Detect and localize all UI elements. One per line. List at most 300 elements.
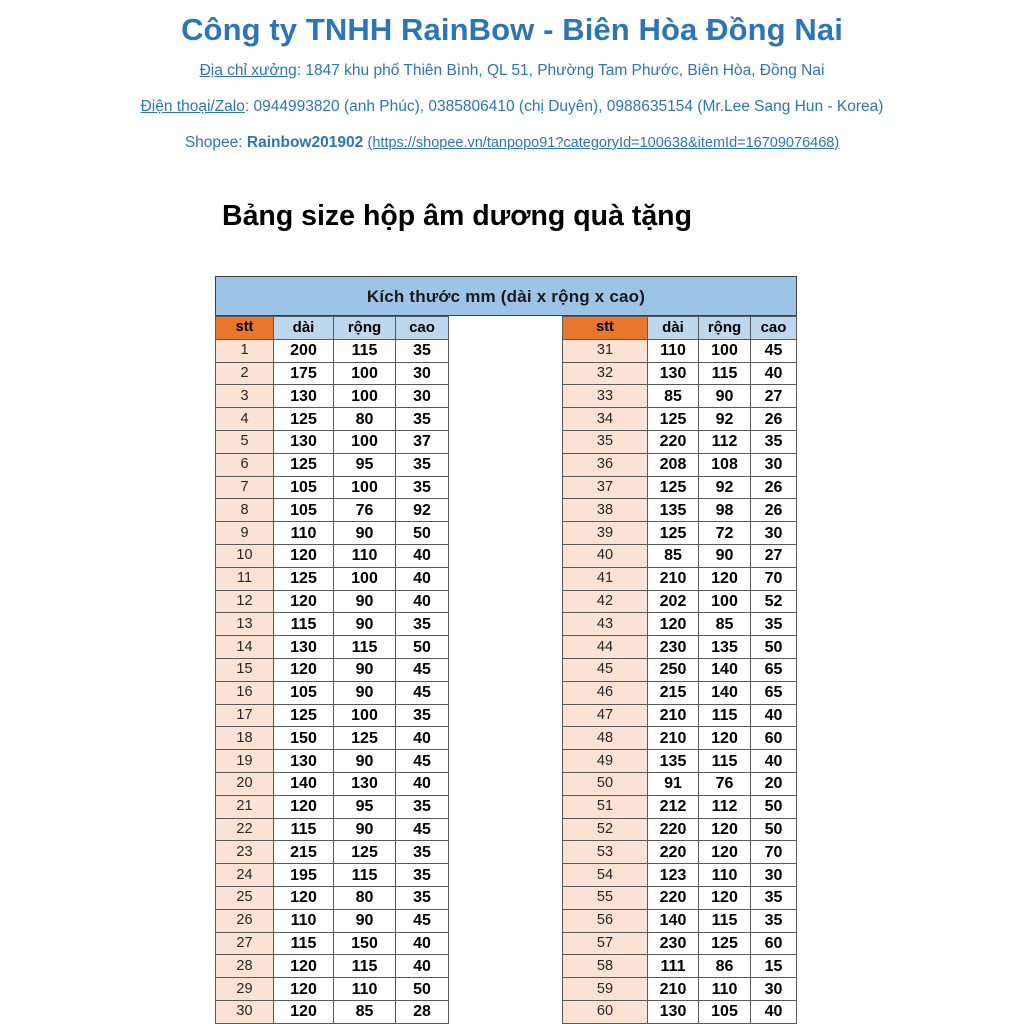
table-row — [216, 658, 449, 681]
cell-stt: 41 — [563, 567, 648, 590]
size-table-left — [215, 316, 449, 1024]
cell-stt: 10 — [216, 544, 274, 567]
cell-rong: 105 — [699, 1000, 751, 1023]
cell-stt: 3 — [216, 385, 274, 408]
table-row — [563, 886, 797, 909]
cell-rong: 135 — [699, 636, 751, 659]
size-table-right-body — [563, 339, 797, 1023]
cell-rong: 95 — [334, 453, 396, 476]
cell-stt: 28 — [216, 955, 274, 978]
table-row — [563, 408, 797, 431]
table-row — [563, 1000, 797, 1023]
cell-dai: 210 — [648, 727, 699, 750]
cell-stt: 53 — [563, 841, 648, 864]
cell-cao: 35 — [396, 613, 449, 636]
phone-value: : 0944993820 (anh Phúc), 0385806410 (chị Duyên), 0988635154 (Mr.Lee Sang Hun - Korea) — [244, 98, 884, 115]
cell-dai: 110 — [648, 339, 699, 362]
cell-stt: 35 — [563, 430, 648, 453]
cell-rong: 95 — [334, 795, 396, 818]
column-header-stt: stt — [563, 317, 648, 340]
cell-cao: 40 — [396, 544, 449, 567]
cell-cao: 40 — [396, 932, 449, 955]
cell-rong: 90 — [334, 909, 396, 932]
cell-rong: 140 — [699, 681, 751, 704]
table-row — [563, 567, 797, 590]
cell-rong: 85 — [699, 613, 751, 636]
size-table-area — [215, 276, 797, 1024]
cell-stt: 42 — [563, 590, 648, 613]
cell-rong: 90 — [699, 385, 751, 408]
cell-dai: 125 — [274, 704, 334, 727]
cell-cao: 50 — [751, 636, 797, 659]
cell-rong: 150 — [334, 932, 396, 955]
table-row — [563, 727, 797, 750]
cell-cao: 35 — [396, 704, 449, 727]
table-row — [563, 476, 797, 499]
table-row — [216, 339, 449, 362]
cell-cao: 40 — [751, 750, 797, 773]
cell-dai: 110 — [274, 522, 334, 545]
cell-stt: 8 — [216, 499, 274, 522]
cell-rong: 112 — [699, 795, 751, 818]
table-row — [563, 430, 797, 453]
cell-stt: 20 — [216, 772, 274, 795]
cell-rong: 100 — [334, 476, 396, 499]
cell-cao: 30 — [396, 385, 449, 408]
cell-cao: 45 — [396, 818, 449, 841]
cell-dai: 105 — [274, 681, 334, 704]
cell-dai: 215 — [274, 841, 334, 864]
cell-dai: 135 — [648, 499, 699, 522]
company-title: Công ty TNHH RainBow - Biên Hòa Đồng Nai — [181, 12, 843, 47]
column-header-dai: dài — [274, 317, 334, 340]
cell-dai: 111 — [648, 955, 699, 978]
cell-stt: 33 — [563, 385, 648, 408]
cell-dai: 202 — [648, 590, 699, 613]
cell-cao: 52 — [751, 590, 797, 613]
table-row — [216, 750, 449, 773]
page-header — [0, 0, 1024, 156]
table-row — [216, 772, 449, 795]
cell-dai: 120 — [274, 658, 334, 681]
cell-dai: 130 — [274, 636, 334, 659]
table-row — [563, 909, 797, 932]
cell-stt: 2 — [216, 362, 274, 385]
column-header-dai: dài — [648, 317, 699, 340]
cell-cao: 65 — [751, 681, 797, 704]
cell-stt: 7 — [216, 476, 274, 499]
cell-dai: 120 — [274, 1000, 334, 1023]
cell-cao: 45 — [751, 339, 797, 362]
cell-dai: 208 — [648, 453, 699, 476]
cell-cao: 30 — [751, 522, 797, 545]
table-row — [563, 636, 797, 659]
cell-stt: 19 — [216, 750, 274, 773]
table-row — [216, 681, 449, 704]
table-row — [216, 886, 449, 909]
cell-stt: 38 — [563, 499, 648, 522]
table-row — [216, 522, 449, 545]
cell-rong: 110 — [334, 544, 396, 567]
table-row — [563, 544, 797, 567]
cell-cao: 50 — [396, 522, 449, 545]
cell-cao: 30 — [751, 864, 797, 887]
cell-rong: 120 — [699, 818, 751, 841]
cell-rong: 115 — [699, 704, 751, 727]
table-row — [216, 818, 449, 841]
cell-rong: 120 — [699, 841, 751, 864]
cell-rong: 125 — [334, 841, 396, 864]
cell-rong: 100 — [334, 362, 396, 385]
table-row — [563, 522, 797, 545]
cell-cao: 40 — [751, 1000, 797, 1023]
cell-cao: 26 — [751, 499, 797, 522]
cell-stt: 54 — [563, 864, 648, 887]
table-row — [563, 864, 797, 887]
cell-rong: 90 — [334, 750, 396, 773]
cell-rong: 115 — [334, 864, 396, 887]
cell-rong: 120 — [699, 567, 751, 590]
cell-cao: 35 — [751, 613, 797, 636]
cell-cao: 35 — [751, 430, 797, 453]
table-row — [216, 978, 449, 1001]
cell-stt: 14 — [216, 636, 274, 659]
cell-dai: 115 — [274, 932, 334, 955]
table-row — [563, 339, 797, 362]
table-row — [216, 1000, 449, 1023]
table-row — [216, 362, 449, 385]
cell-stt: 21 — [216, 795, 274, 818]
cell-rong: 125 — [699, 932, 751, 955]
cell-rong: 110 — [334, 978, 396, 1001]
cell-cao: 45 — [396, 909, 449, 932]
cell-cao: 28 — [396, 1000, 449, 1023]
cell-dai: 85 — [648, 544, 699, 567]
cell-stt: 16 — [216, 681, 274, 704]
cell-dai: 120 — [274, 590, 334, 613]
cell-stt: 58 — [563, 955, 648, 978]
cell-stt: 6 — [216, 453, 274, 476]
cell-stt: 27 — [216, 932, 274, 955]
cell-stt: 48 — [563, 727, 648, 750]
table-row — [216, 544, 449, 567]
cell-rong: 98 — [699, 499, 751, 522]
cell-rong: 90 — [334, 613, 396, 636]
cell-cao: 40 — [396, 567, 449, 590]
cell-rong: 90 — [334, 522, 396, 545]
cell-stt: 4 — [216, 408, 274, 431]
cell-rong: 100 — [699, 339, 751, 362]
cell-cao: 45 — [396, 750, 449, 773]
cell-cao: 50 — [751, 795, 797, 818]
shopee-label: Shopee: — [184, 134, 247, 151]
table-header-row-left — [216, 317, 449, 340]
cell-dai: 175 — [274, 362, 334, 385]
cell-dai: 125 — [648, 408, 699, 431]
table-row — [216, 841, 449, 864]
cell-dai: 120 — [274, 978, 334, 1001]
table-row — [216, 636, 449, 659]
cell-stt: 31 — [563, 339, 648, 362]
address-label: Địa chỉ xưởng — [199, 62, 297, 79]
cell-rong: 115 — [699, 750, 751, 773]
cell-cao: 30 — [751, 978, 797, 1001]
cell-stt: 23 — [216, 841, 274, 864]
cell-cao: 35 — [396, 339, 449, 362]
cell-dai: 195 — [274, 864, 334, 887]
table-row — [563, 613, 797, 636]
cell-stt: 1 — [216, 339, 274, 362]
shopee-line — [0, 130, 1024, 156]
cell-rong: 90 — [334, 658, 396, 681]
cell-cao: 35 — [396, 841, 449, 864]
column-header-cao: cao — [751, 317, 797, 340]
table-row — [563, 385, 797, 408]
cell-cao: 26 — [751, 408, 797, 431]
cell-cao: 27 — [751, 544, 797, 567]
cell-dai: 230 — [648, 932, 699, 955]
cell-stt: 30 — [216, 1000, 274, 1023]
cell-cao: 35 — [396, 864, 449, 887]
cell-cao: 15 — [751, 955, 797, 978]
cell-stt: 45 — [563, 658, 648, 681]
table-row — [216, 864, 449, 887]
cell-stt: 43 — [563, 613, 648, 636]
cell-rong: 120 — [699, 727, 751, 750]
cell-cao: 26 — [751, 476, 797, 499]
cell-stt: 5 — [216, 430, 274, 453]
cell-dai: 120 — [274, 544, 334, 567]
address-value: : 1847 khu phố Thiên Bình, QL 51, Phường Tam Phước, Biên Hòa, Đồng Nai — [296, 62, 825, 79]
cell-stt: 26 — [216, 909, 274, 932]
cell-dai: 85 — [648, 385, 699, 408]
cell-cao: 37 — [396, 430, 449, 453]
cell-stt: 52 — [563, 818, 648, 841]
cell-dai: 220 — [648, 886, 699, 909]
table-row — [563, 704, 797, 727]
table-row — [563, 750, 797, 773]
phone-label: Điện thoại/Zalo — [140, 98, 245, 115]
cell-dai: 125 — [648, 522, 699, 545]
table-row — [216, 430, 449, 453]
cell-stt: 11 — [216, 567, 274, 590]
cell-dai: 125 — [274, 567, 334, 590]
cell-stt: 17 — [216, 704, 274, 727]
page-title: Bảng size hộp âm dương quà tặng — [222, 200, 692, 232]
cell-rong: 100 — [334, 430, 396, 453]
cell-cao: 60 — [751, 932, 797, 955]
cell-rong: 76 — [334, 499, 396, 522]
cell-rong: 120 — [699, 886, 751, 909]
cell-rong: 76 — [699, 772, 751, 795]
cell-cao: 50 — [751, 818, 797, 841]
cell-rong: 125 — [334, 727, 396, 750]
cell-cao: 35 — [396, 795, 449, 818]
table-row — [563, 932, 797, 955]
cell-dai: 125 — [648, 476, 699, 499]
table-row — [563, 795, 797, 818]
table-row — [216, 955, 449, 978]
cell-dai: 200 — [274, 339, 334, 362]
cell-rong: 110 — [699, 978, 751, 1001]
cell-dai: 215 — [648, 681, 699, 704]
table-row — [563, 590, 797, 613]
cell-dai: 250 — [648, 658, 699, 681]
cell-stt: 37 — [563, 476, 648, 499]
cell-cao: 35 — [751, 886, 797, 909]
tables-row — [215, 316, 797, 1024]
table-row — [216, 704, 449, 727]
cell-dai: 123 — [648, 864, 699, 887]
cell-stt: 39 — [563, 522, 648, 545]
cell-rong: 90 — [334, 681, 396, 704]
table-row — [563, 955, 797, 978]
table-row — [563, 453, 797, 476]
cell-stt: 18 — [216, 727, 274, 750]
cell-cao: 50 — [396, 978, 449, 1001]
cell-cao: 20 — [751, 772, 797, 795]
table-row — [563, 499, 797, 522]
cell-rong: 72 — [699, 522, 751, 545]
table-row — [216, 590, 449, 613]
cell-dai: 220 — [648, 841, 699, 864]
table-row — [216, 408, 449, 431]
cell-dai: 220 — [648, 430, 699, 453]
cell-stt: 34 — [563, 408, 648, 431]
address-line — [0, 58, 1024, 83]
table-row — [216, 385, 449, 408]
cell-cao: 35 — [396, 408, 449, 431]
cell-dai: 120 — [274, 955, 334, 978]
cell-dai: 120 — [648, 613, 699, 636]
cell-rong: 100 — [334, 385, 396, 408]
cell-rong: 80 — [334, 886, 396, 909]
cell-stt: 40 — [563, 544, 648, 567]
cell-cao: 40 — [396, 727, 449, 750]
cell-stt: 25 — [216, 886, 274, 909]
cell-dai: 210 — [648, 567, 699, 590]
cell-cao: 40 — [751, 704, 797, 727]
cell-dai: 230 — [648, 636, 699, 659]
cell-dai: 125 — [274, 408, 334, 431]
cell-cao: 50 — [396, 636, 449, 659]
cell-dai: 110 — [274, 909, 334, 932]
table-row — [216, 932, 449, 955]
cell-rong: 85 — [334, 1000, 396, 1023]
cell-cao: 30 — [751, 453, 797, 476]
table-row — [563, 772, 797, 795]
cell-dai: 135 — [648, 750, 699, 773]
cell-cao: 40 — [396, 772, 449, 795]
cell-cao: 35 — [396, 886, 449, 909]
cell-dai: 125 — [274, 453, 334, 476]
shopee-url-link[interactable]: (https://shopee.vn/tanpopo91?categoryId=100638&itemId=16709076468) — [367, 135, 840, 151]
column-header-rong: rộng — [699, 317, 751, 340]
cell-cao: 30 — [396, 362, 449, 385]
cell-stt: 36 — [563, 453, 648, 476]
table-row — [563, 841, 797, 864]
table-row — [216, 476, 449, 499]
cell-cao: 40 — [396, 955, 449, 978]
cell-dai: 210 — [648, 978, 699, 1001]
table-row — [216, 567, 449, 590]
cell-rong: 100 — [334, 567, 396, 590]
table-row — [216, 499, 449, 522]
cell-dai: 150 — [274, 727, 334, 750]
cell-stt: 49 — [563, 750, 648, 773]
cell-cao: 35 — [396, 476, 449, 499]
cell-rong: 115 — [699, 909, 751, 932]
cell-stt: 13 — [216, 613, 274, 636]
cell-stt: 9 — [216, 522, 274, 545]
cell-rong: 86 — [699, 955, 751, 978]
cell-stt: 29 — [216, 978, 274, 1001]
table-row — [563, 818, 797, 841]
cell-dai: 140 — [274, 772, 334, 795]
cell-cao: 65 — [751, 658, 797, 681]
cell-cao: 40 — [396, 590, 449, 613]
cell-cao: 27 — [751, 385, 797, 408]
cell-dai: 130 — [648, 362, 699, 385]
cell-stt: 51 — [563, 795, 648, 818]
table-row — [563, 362, 797, 385]
cell-dai: 120 — [274, 795, 334, 818]
cell-stt: 55 — [563, 886, 648, 909]
cell-rong: 92 — [699, 408, 751, 431]
cell-rong: 90 — [334, 818, 396, 841]
cell-stt: 32 — [563, 362, 648, 385]
cell-dai: 212 — [648, 795, 699, 818]
cell-dai: 115 — [274, 613, 334, 636]
cell-dai: 91 — [648, 772, 699, 795]
table-banner: Kích thước mm (dài x rộng x cao) — [215, 276, 797, 316]
cell-dai: 105 — [274, 499, 334, 522]
cell-rong: 115 — [334, 339, 396, 362]
cell-cao: 40 — [751, 362, 797, 385]
cell-dai: 210 — [648, 704, 699, 727]
cell-stt: 60 — [563, 1000, 648, 1023]
cell-dai: 130 — [274, 750, 334, 773]
cell-rong: 130 — [334, 772, 396, 795]
cell-stt: 57 — [563, 932, 648, 955]
cell-rong: 92 — [699, 476, 751, 499]
cell-dai: 105 — [274, 476, 334, 499]
cell-rong: 108 — [699, 453, 751, 476]
cell-stt: 59 — [563, 978, 648, 1001]
cell-rong: 140 — [699, 658, 751, 681]
cell-cao: 70 — [751, 567, 797, 590]
cell-dai: 115 — [274, 818, 334, 841]
cell-cao: 70 — [751, 841, 797, 864]
cell-cao: 35 — [396, 453, 449, 476]
column-header-stt: stt — [216, 317, 274, 340]
cell-dai: 120 — [274, 886, 334, 909]
cell-rong: 112 — [699, 430, 751, 453]
table-row — [216, 727, 449, 750]
size-table-left-body — [216, 339, 449, 1023]
cell-stt: 50 — [563, 772, 648, 795]
column-header-rong: rộng — [334, 317, 396, 340]
cell-rong: 110 — [699, 864, 751, 887]
cell-cao: 92 — [396, 499, 449, 522]
cell-stt: 44 — [563, 636, 648, 659]
cell-rong: 115 — [334, 636, 396, 659]
cell-cao: 35 — [751, 909, 797, 932]
cell-rong: 80 — [334, 408, 396, 431]
cell-dai: 140 — [648, 909, 699, 932]
cell-dai: 220 — [648, 818, 699, 841]
table-row — [563, 658, 797, 681]
